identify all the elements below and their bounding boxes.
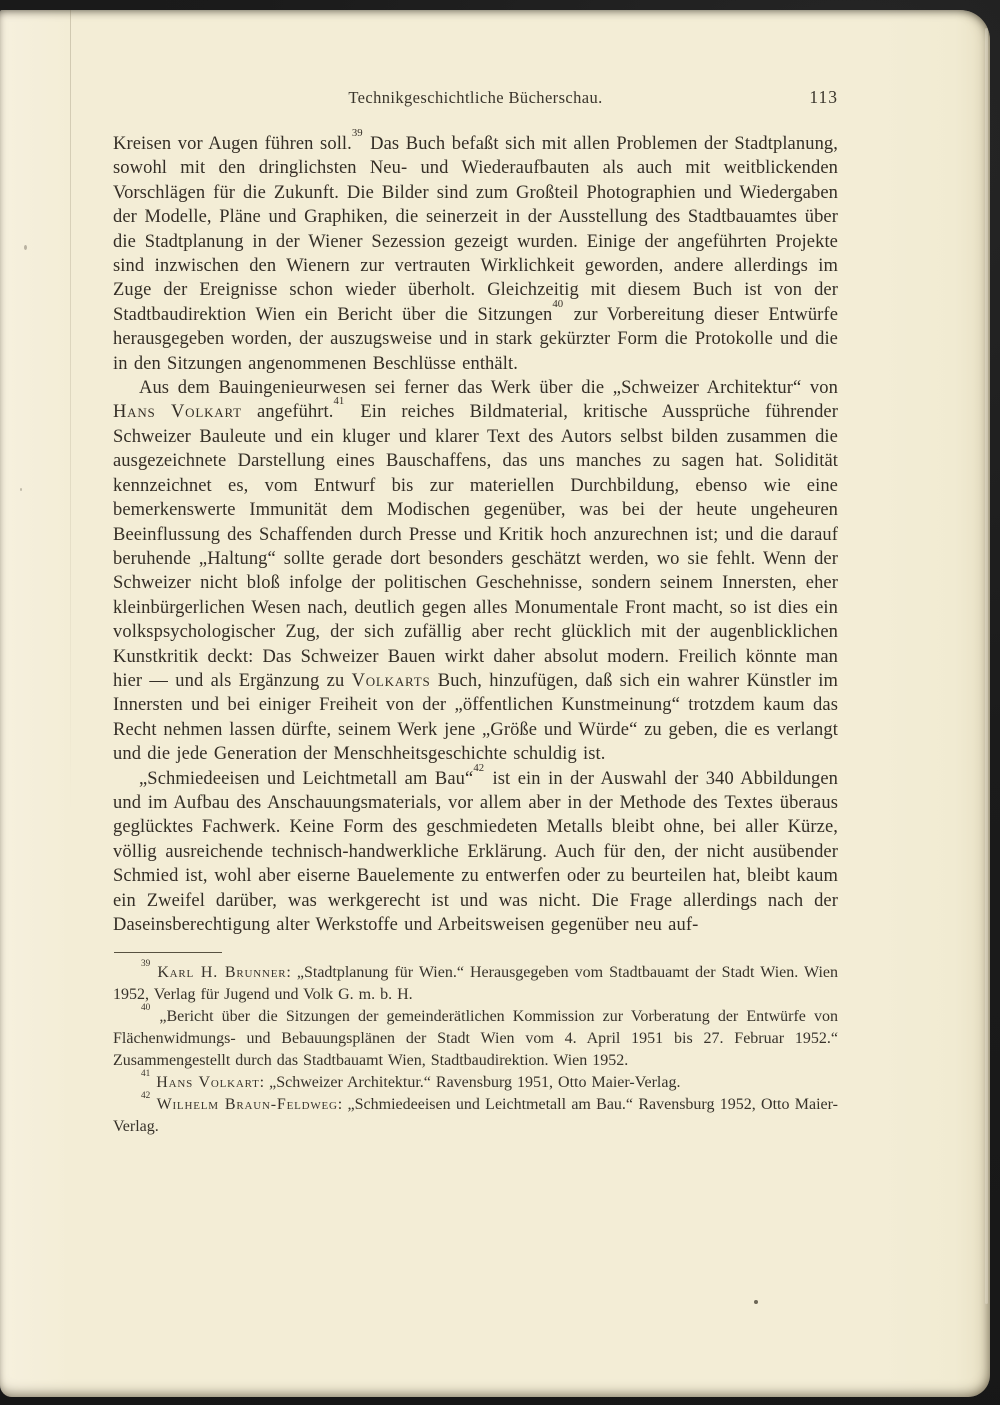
footnote <box>113 958 839 1006</box>
footnote-ref: 40 <box>552 297 564 310</box>
running-header <box>113 88 838 110</box>
text-segment: Aus dem Bauingenieurwesen sei ferner das Werk über die „Schweizer Architektur“ von <box>139 378 838 399</box>
footnote-marker: 42 <box>141 1090 151 1101</box>
text-segment: ist ein in der Auswahl der 340 Abbildungen und im Aufbau des Anschauungsmaterials, vor allem aber in der Methode des Textes überaus geglücktes Fachwerk. Keine Form des geschmiedeten Metalls bleibt ohne, bei aller Kürze, völlig ausreichende technisch-handwerkliche Erklärung. Auch für den, der nicht ausübender Schmied ist, wohl aber eiserne Bauelemente zu entwerfen oder zu beurteilen hat, bleibt kaum ein Zweifel darüber, was werkgerecht ist und was nicht. Die Frage allerdings nach der Daseinsberechtigung alter Werkstoffe und Arbeitsweisen gegenüber neu auf- <box>113 768 838 935</box>
footnote <box>113 1002 838 1072</box>
paper-speck <box>24 245 27 250</box>
footnote-marker: 39 <box>141 958 151 969</box>
person-name: Hans Volkart <box>113 402 242 423</box>
paper-speck <box>20 488 22 491</box>
text-segment: : „Stadtplanung für Wien.“ Herausgegeben vom Stadtbauamt der Stadt Wien. Wien 1952, Verlag für Jugend und Volk G. m. b. H. <box>113 964 839 1004</box>
paragraph <box>113 376 838 767</box>
person-name: Karl H. Brunner <box>157 964 287 982</box>
running-header-title: Technikgeschichtliche Bücherschau. <box>348 88 603 107</box>
text-segment: : „Schmiedeeisen und Leichtmetall am Bau.“ Ravensburg 1952, Otto Maier-Verlag. <box>113 1096 838 1136</box>
text-segment: Das Buch befaßt sich mit allen Problemen der Stadtplanung, sowohl mit den dringlichsten Neu- und Wiederaufbauten als auch mit weitblickenden Vorschlägen für die Zukunft. Die Bilder sind zum Großteil Photographien und Wiedergaben der Modelle, Pläne und Graphiken, die seinerzeit in der Ausstellung des Stadtbauamtes über die Stadtplanung in der Wiener Sezession gezeigt wurden. Einige der angeführten Projekte sind inzwischen den Wienern zur vertrauten Wirklichkeit geworden, andere allerdings im Zuge der Ereignisse schon wieder überholt. Gleichzeitig mit diesem Buch ist von der Stadtbaudirektion Wien ein Bericht über die Sitzungen <box>113 134 838 325</box>
footnote <box>113 1090 838 1138</box>
footnote-marker: 40 <box>141 1002 151 1013</box>
text-segment: angeführt. <box>241 402 334 423</box>
footnotes <box>113 958 839 1138</box>
paper-speck <box>754 1300 758 1304</box>
page-content <box>113 88 838 1138</box>
page-number: 113 <box>809 87 838 107</box>
text-segment: „Schmiedeeisen und Leichtmetall am Bau“ <box>139 768 474 789</box>
text-segment: Kreisen vor Augen führen soll. <box>113 134 352 154</box>
gutter-crease <box>70 10 71 814</box>
paragraph <box>113 761 838 938</box>
text-segment: Ein reiches Bildmaterial, kritische Aussprüche führender Schweizer Bauleute und ein kluger und klarer Text des Autors selbst bilden zusammen die ausgezeichnete Darstellung eines Bauschaffens, das uns manches zu sagen hat. Solidität kennzeichnet es, vom Entwurf bis zur materiellen Durchbildung, ebenso wie eine bemerkenswerte Immunität dem Modischen gegenüber, was bei der heute ungeheuren Beeinflussung des Schaffenden durch Presse und Kritik hoch anzurechnen ist; und die darauf beruhende „Haltung“ sollte gerade dort besonders geschätzt werden, wo sie fehlt. Wenn der Schweizer nicht bloß infolge der politischen Geschehnisse, sondern seinem Innersten, eher kleinbürgerlichen Wesen nach, deutlich gegen alles Monumentale Front macht, so ist dies ein volkspsychologischer Zug, der sich zufällig aber recht glücklich mit der augenblicklichen Kunstkritik deckt: Das Schweizer Bauen wirkt daher absolut modern. Freilich könnte man hier — und als Ergänzung zu <box>113 402 838 691</box>
footnote-marker: 41 <box>141 1068 151 1079</box>
book-page <box>0 10 990 1397</box>
footnote-divider <box>114 952 222 953</box>
paragraph <box>113 126 839 376</box>
text-segment: „Bericht über die Sitzungen der gemeinderätlichen Kommission zur Vorberatung der Entwürfe von Flächenwidmungs- und Bebauungsplänen der Stadt Wien vom 4. April 1951 bis 27. Februar 1952.“ Zusammengestellt durch das Stadtbauamt Wien, Stadtbaudirektion. Wien 1952. <box>113 1008 838 1070</box>
footnote-ref: 39 <box>351 126 363 139</box>
person-name: Volkarts <box>351 670 431 691</box>
person-name: Wilhelm Braun-Feldweg <box>156 1096 338 1114</box>
text-segment: zur Vorbereitung dieser Entwürfe herausgegeben worden, der auszugsweise und in stark gekürzter Form die Protokolle und die in den Sitzungen angenommenen Beschlüsse enthält. <box>113 304 839 374</box>
footnote-ref: 42 <box>473 761 485 774</box>
person-name: Hans Volkart <box>156 1074 260 1092</box>
body-text <box>113 126 839 937</box>
text-segment: Buch, hinzufügen, daß sich ein wahrer Künstler im Innersten und bei einiger Freiheit von der „öffentlichen Kunstmeinung“ trotzdem kaum das Recht nehmen lassen dürfte, seinem Werk jene „Größe und Würde“ zu geben, die es verlangt und die jede Generation der Menschheitsgeschichte schuldig ist. <box>113 670 839 765</box>
text-segment: : „Schweizer Architektur.“ Ravensburg 1951, Otto Maier-Verlag. <box>259 1074 681 1092</box>
footnote <box>113 1068 838 1094</box>
footnote-ref: 41 <box>333 395 345 408</box>
page-edge-highlight <box>985 28 988 1304</box>
